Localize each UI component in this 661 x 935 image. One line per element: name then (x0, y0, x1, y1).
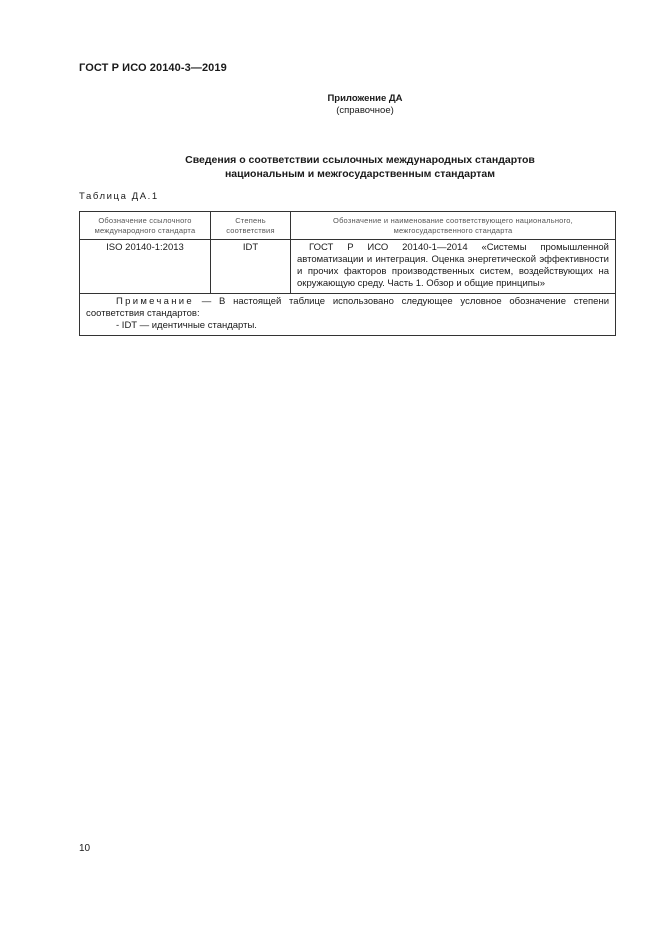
table-row (80, 240, 616, 294)
header-national-standard: Обозначение и наименование соответствующего национального, межгосударственного стандарта (291, 212, 616, 240)
cell-national-standard (291, 240, 616, 294)
note-text-line (86, 296, 609, 320)
heading-line-1: Сведения о соответствии ссылочных международных стандартов (185, 154, 535, 166)
appendix-block (200, 93, 530, 117)
table-note-row (80, 294, 616, 336)
table-label: Таблица ДА.1 (79, 191, 159, 202)
cell-degree: IDT (211, 240, 291, 294)
document-id: ГОСТ Р ИСО 20140-3—2019 (79, 62, 227, 74)
section-heading (100, 153, 620, 181)
appendix-title: Приложение ДА (327, 93, 403, 104)
appendix-type: (справочное) (336, 105, 394, 116)
table-note (80, 294, 616, 336)
correspondence-table (79, 211, 616, 336)
table-header-row (80, 212, 616, 240)
header-ref-standard: Обозначение ссылочного международного стандарта (80, 212, 211, 240)
note-item: - IDT — идентичные стандарты. (116, 320, 257, 331)
heading-line-2: национальным и межгосударственным стандартам (224, 168, 496, 180)
header-degree: Степень соответствия (211, 212, 291, 240)
national-standard-text: ГОСТ Р ИСО 20140-1—2014 «Системы промышленной автоматизации и интеграция. Оценка энергетической эффективности и прочих факторов производственных систем, воздействующих на окружающую среду. Часть 1. Обзор и общие принципы» (297, 242, 609, 289)
cell-ref-standard: ISO 20140-1:2013 (80, 240, 211, 294)
page-number: 10 (79, 843, 91, 854)
note-text: — В настоящей таблице использовано следующее условное обозначение степени соответствия стандартов: (86, 296, 609, 319)
note-label: Примечание (116, 296, 194, 307)
